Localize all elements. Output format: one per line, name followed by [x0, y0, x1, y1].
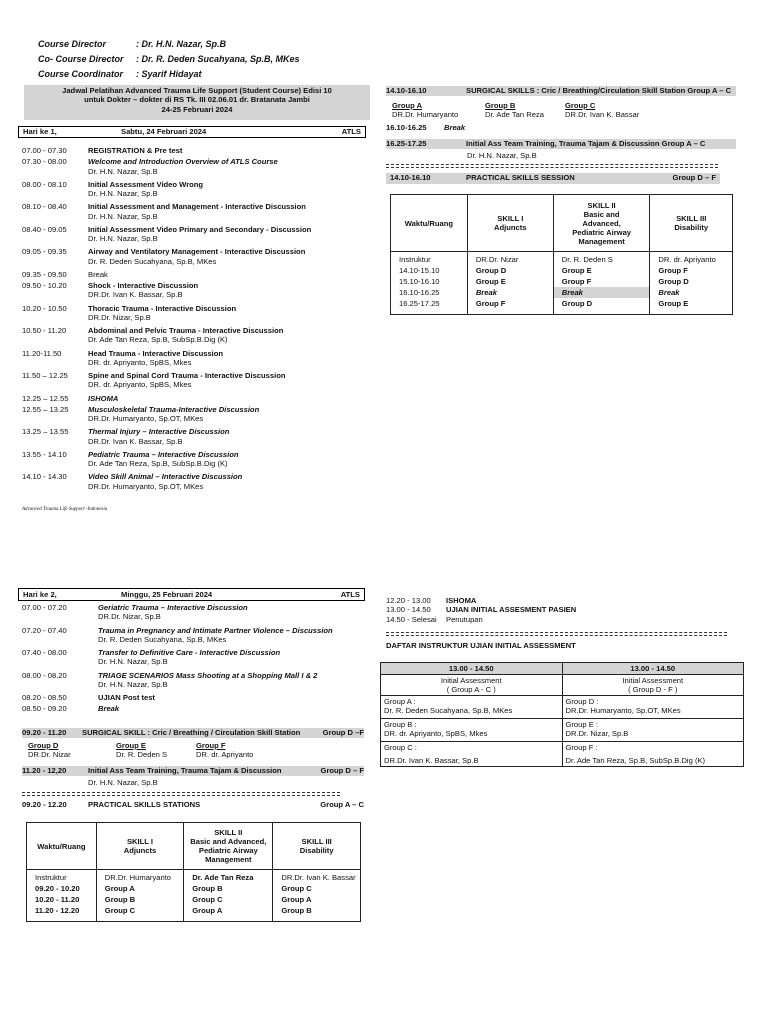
divider: [386, 635, 727, 636]
schedule-speaker-row: [22, 313, 367, 322]
group-name: Group F: [196, 741, 226, 750]
schedule-speaker-row: [22, 414, 367, 423]
exam-group-label: Group A :: [384, 697, 416, 706]
exam-groups: ( Group A - C ): [446, 685, 496, 694]
role-value: : Dr. R. Deden Sucahyana, Sp.B, MKes: [136, 54, 300, 64]
schedule-time: 07.30 - 08.00: [22, 157, 67, 167]
schedule-speaker: DR.Dr. Humaryanto, Sp.OT, MKes: [88, 481, 204, 491]
table-cell: Group A: [273, 894, 361, 905]
skills-table-header: SKILL III Disability: [650, 195, 733, 252]
day-date: Minggu, 25 Februari 2024: [121, 589, 213, 599]
role-value: : Syarif Hidayat: [136, 69, 202, 79]
day-label: Hari ke 1,: [23, 127, 57, 137]
day-tag: ATLS: [340, 589, 360, 599]
initial-assessment-bar-day2: [22, 766, 364, 776]
schedule-speaker: Dr. H.N. Nazar, Sp.B: [98, 657, 168, 667]
divider: [22, 795, 340, 796]
schedule-speaker-row: [22, 358, 367, 367]
schedule-item: [22, 304, 367, 313]
day-tag: ATLS: [341, 127, 361, 137]
schedule-item: [22, 146, 367, 155]
role-label: Co- Course Director: [38, 54, 124, 64]
schedule-speaker-row: [22, 335, 367, 344]
table-cell: Group F: [553, 276, 650, 287]
schedule-speaker: Dr. Ade Tan Reza, Sp.B, SubSp.B.Dig (K): [88, 459, 228, 468]
skills-table-header: SKILL II Basic and Advanced, Pediatric Airway Management: [184, 823, 273, 870]
table-cell: DR.Dr. Humaryanto: [96, 870, 183, 884]
schedule-title: Spine and Spinal Cord Trauma - Interactive Discussion: [88, 371, 286, 380]
banner-line: 24-25 Februari 2024: [161, 104, 233, 114]
schedule-speaker: Dr. R. Deden Sucahyana, Sp.B, MKes: [98, 634, 227, 644]
practical-title: PRACTICAL SKILLS STATIONS: [88, 800, 201, 809]
day2-header: [18, 588, 365, 600]
schedule-speaker-row: [22, 212, 367, 221]
schedule-title: Thoracic Trauma - Interactive Discussion: [88, 303, 237, 313]
schedule-time: 07.00 - 07.30: [22, 146, 67, 155]
initial-title: Initial Ass Team Training, Trauma Tajam & Discussion: [88, 766, 282, 775]
day1-schedule: [22, 146, 367, 495]
schedule-item: [22, 472, 367, 481]
table-cell: Group E: [650, 298, 733, 315]
table-cell: Group D: [553, 298, 650, 315]
practical-session-bar: [386, 173, 720, 184]
practical-time: 14.10-16.10: [390, 173, 431, 182]
schedule-time: 13.55 - 14.10: [22, 449, 67, 459]
schedule-speaker: DR.Dr. Nizar, Sp.B: [88, 312, 151, 322]
schedule-item: [22, 450, 367, 459]
skills-table-header: SKILL III Disability: [273, 823, 361, 870]
table-cell: Instruktur: [391, 252, 468, 266]
schedule-time: 12.25 – 12.55: [22, 393, 69, 403]
table-row: [381, 742, 744, 767]
schedule-item: [22, 157, 367, 166]
schedule-speaker: Dr. H.N. Nazar, Sp.B: [88, 166, 158, 176]
skills-table-header: SKILL I Adjuncts: [467, 195, 553, 252]
table-row: [27, 883, 361, 894]
table-cell: 15.10-16.10: [391, 276, 468, 287]
table-cell: Dr. Ade Tan Reza: [184, 870, 273, 884]
exam-title: Initial Assessment: [440, 676, 502, 685]
schedule-time: 10.50 - 11.20: [22, 326, 67, 335]
closing-item: [386, 596, 716, 605]
schedule-speaker-row: [22, 167, 367, 176]
schedule-speaker-row: [22, 290, 367, 299]
schedule-title: Welcome and Introduction Overview of ATLS Course: [88, 157, 278, 167]
table-row: [391, 265, 733, 276]
exam-title: DAFTAR INSTRUKTUR UJIAN INITIAL ASSESSMENT: [386, 641, 576, 650]
practical-group: Group A – C: [320, 800, 364, 809]
schedule-title: UJIAN Post test: [98, 693, 155, 702]
skills-table-header: Waktu/Ruang: [391, 195, 468, 252]
surgical-skill-bar-day2: [22, 728, 364, 738]
schedule-title: Abdominal and Pelvic Trauma - Interactive Discussion: [88, 326, 284, 335]
table-cell: Group F: [467, 298, 553, 315]
schedule-item: [22, 704, 367, 713]
closing-time: 12.20 - 13.00: [386, 596, 431, 605]
schedule-time: 11.20-11.50: [22, 348, 62, 358]
table-cell: Group D: [467, 265, 553, 276]
exam-group-label: Group C :: [384, 743, 417, 752]
exam-group-label: Group D :: [565, 697, 599, 706]
closing-title: Penutupan: [446, 614, 483, 624]
surgical-title: SURGICAL SKILLS : Cric / Breathing/Circulation Skill Station Group A – C: [466, 86, 732, 95]
divider: [386, 632, 727, 633]
schedule-time: 08.40 - 09.05: [22, 224, 67, 234]
schedule-speaker: Dr. H.N. Nazar, Sp.B: [98, 679, 168, 689]
skills-table-header: SKILL I Adjuncts: [96, 823, 183, 870]
day2-schedule: [22, 603, 367, 716]
schedule-speaker: DR. dr. Apriyanto, SpBS, Mkes: [88, 357, 192, 367]
footer-note: Advanced Trauma Life Support -Indonesia: [22, 507, 108, 512]
schedule-speaker: Dr. Ade Tan Reza, Sp.B, SubSp.B.Dig (K): [88, 335, 228, 345]
schedule-title: Initial Assessment and Management - Interactive Discussion: [88, 202, 306, 212]
schedule-time: 08.00 - 08.10: [22, 179, 67, 189]
exam-instructor: Dr. Ade Tan Reza, Sp.B, SubSp.B.Dig (K): [565, 756, 706, 765]
schedule-time: 13.25 – 13.55: [22, 427, 69, 437]
group-instructor: Dr. R. Deden S: [116, 750, 168, 760]
table-cell: 11.20 - 12.20: [27, 905, 97, 922]
schedule-title: Break: [88, 269, 108, 279]
table-cell: DR.Dr. Ivan K. Bassar: [273, 870, 361, 884]
schedule-title: Thermal Injury – Interactive Discussion: [88, 427, 230, 437]
group-instructor: DR.Dr. Nizar: [28, 750, 71, 760]
schedule-speaker-row: [22, 189, 367, 198]
table-cell: Break: [467, 287, 553, 298]
skills-table-day1: [390, 194, 733, 315]
schedule-speaker-row: [22, 380, 367, 389]
break-row: [386, 123, 465, 132]
group-name: Group B: [485, 101, 516, 110]
schedule-title: Trauma in Pregnancy and Intimate Partner Violence – Discussion: [98, 625, 333, 635]
schedule-time: 07.20 - 07.40: [22, 625, 67, 635]
schedule-time: 11.50 – 12.25: [22, 371, 68, 380]
schedule-speaker: DR.Dr. Humaryanto, Sp.OT, MKes: [88, 414, 204, 423]
day-date: Sabtu, 24 Februari 2024: [121, 127, 207, 137]
table-row: [27, 905, 361, 922]
schedule-speaker: Dr. H.N. Nazar, Sp.B: [88, 234, 158, 243]
schedule-speaker-row: [22, 635, 367, 644]
exam-instructor-table: [380, 662, 744, 767]
schedule-item: [22, 180, 367, 189]
schedule-time: 07.40 - 08.00: [22, 648, 67, 657]
exam-group-label: Group E :: [565, 720, 598, 729]
schedule-speaker-row: [22, 657, 367, 666]
closing-time: 14.50 - Selesai: [386, 614, 437, 624]
schedule-title: Break: [98, 704, 120, 714]
schedule-item: [22, 626, 367, 635]
schedule-banner: [24, 85, 370, 120]
initial-title: Initial Ass Team Training, Trauma Tajam & Discussion Group A – C: [466, 139, 706, 148]
initial-speaker: Dr. H.N. Nazar, Sp.B: [467, 151, 537, 160]
table-row: [391, 287, 733, 298]
surgical-groups: [392, 101, 722, 120]
practical-group: Group D – F: [672, 173, 716, 182]
schedule-title: Airway and Ventilatory Management - Interactive Discussion: [88, 247, 306, 257]
table-cell: Group E: [553, 265, 650, 276]
schedule-item: [22, 225, 367, 234]
closing-time: 13.00 - 14.50: [386, 605, 431, 615]
divider: [22, 792, 340, 793]
table-cell: Break: [650, 287, 733, 298]
schedule-title: Musculoskeletal Trauma-Interactive Discussion: [88, 404, 260, 414]
schedule-time: 12.55 – 13.25: [22, 404, 69, 414]
exam-time-header: 13.00 - 14.50: [562, 663, 744, 675]
surgical-time: 09.20 - 11.20: [22, 728, 67, 737]
schedule-speaker: DR.Dr. Ivan K. Bassar, Sp.B: [88, 436, 183, 446]
banner-line: untuk Dokter – dokter di RS Tk. III 02.06.01 dr. Bratanata Jambi: [84, 95, 310, 105]
divider: [386, 167, 718, 168]
role-label: Course Director: [38, 39, 107, 49]
schedule-speaker-row: [22, 459, 367, 468]
practical-stations-header: [22, 800, 364, 809]
schedule-title: Geriatric Trauma – Interactive Discussion: [98, 603, 248, 612]
group-name: Group E: [116, 741, 146, 750]
table-row: [391, 298, 733, 315]
surgical-groups-day2: [28, 741, 358, 760]
schedule-title: ISHOMA: [88, 393, 119, 403]
exam-time-header: 13.00 - 14.50: [381, 663, 563, 675]
schedule-time: 08.00 - 08.20: [22, 670, 67, 680]
group-instructor: DR. dr. Apriyanto: [196, 750, 254, 760]
table-cell: Group F: [650, 265, 733, 276]
skills-table-header: Waktu/Ruang: [27, 823, 97, 870]
initial-time: 11.20 - 12,20: [22, 766, 67, 775]
initial-group: Group D – F: [320, 766, 364, 775]
exam-group-label: Group B :: [384, 720, 417, 729]
exam-instructor: DR.Dr. Ivan K. Bassar, Sp.B: [384, 756, 479, 765]
group-instructor: Dr. Ade Tan Reza: [485, 110, 544, 120]
schedule-time: 09.05 - 09.35: [22, 247, 67, 257]
practical-time: 09.20 - 12.20: [22, 800, 67, 809]
table-row: [391, 252, 733, 266]
schedule-item: [22, 603, 367, 612]
schedule-title: Initial Assessment Video Primary and Secondary - Discussion: [88, 224, 312, 234]
surgical-time: 14.10-16.10: [386, 86, 427, 95]
schedule-title: Head Trauma - Interactive Discussion: [88, 348, 224, 358]
initial-speaker: Dr. H.N. Nazar, Sp.B: [88, 778, 158, 787]
group-name: Group A: [392, 101, 423, 110]
closing-title: ISHOMA: [446, 596, 477, 605]
schedule-item: [22, 202, 367, 211]
table-row: [391, 276, 733, 287]
schedule-speaker: Dr. H.N. Nazar, Sp.B: [88, 211, 158, 221]
table-cell: Group A: [96, 883, 183, 894]
exam-title: Initial Assessment: [622, 676, 684, 685]
schedule-speaker-row: [22, 482, 367, 491]
day2-closing-schedule: [386, 596, 716, 624]
schedule-item: [22, 247, 367, 256]
initial-assessment-bar: [386, 139, 736, 149]
table-cell: Group B: [184, 883, 273, 894]
schedule-title: Pediatric Trauma – Interactive Discussion: [88, 449, 239, 459]
table-cell: 10.20 - 11.20: [27, 894, 97, 905]
schedule-item: [22, 405, 367, 414]
table-cell: Group B: [96, 894, 183, 905]
closing-item: [386, 615, 716, 624]
schedule-speaker: DR.Dr. Nizar, Sp.B: [98, 612, 161, 622]
break-time: 16.10-16.25: [386, 123, 427, 132]
schedule-time: 08.20 - 08.50: [22, 693, 67, 702]
table-cell: Group D: [650, 276, 733, 287]
schedule-item: [22, 394, 367, 403]
practical-title: PRACTICAL SKILLS SESSION: [466, 173, 575, 182]
table-row: [27, 894, 361, 905]
table-cell: Instruktur: [27, 870, 97, 884]
schedule-speaker-row: [22, 612, 367, 621]
schedule-speaker: DR. dr. Apriyanto, SpBS, Mkes: [88, 380, 192, 390]
course-roles: [38, 37, 300, 82]
skills-table-header: SKILL II Basic and Advanced, Pediatric Airway Management: [553, 195, 650, 252]
schedule-title: Initial Assessment Video Wrong: [88, 179, 204, 189]
schedule-title: TRIAGE SCENARIOS Mass Shooting at a Shopping Mall I & 2: [98, 670, 318, 680]
table-cell: Dr. R. Deden S: [553, 252, 650, 266]
divider: [386, 164, 718, 165]
table-cell: DR.Dr. Nizar: [467, 252, 553, 266]
schedule-item: [22, 693, 367, 702]
exam-group-label: Group F :: [565, 743, 598, 752]
table-cell: Break: [553, 287, 650, 298]
schedule-item: [22, 671, 367, 680]
table-row: [27, 870, 361, 884]
closing-item: [386, 605, 716, 614]
table-cell: Group E: [467, 276, 553, 287]
schedule-item: [22, 371, 367, 380]
schedule-item: [22, 270, 367, 279]
exam-instructor: Dr. R. Deden Sucahyana, Sp.B, MKes: [384, 706, 513, 715]
surgical-title: SURGICAL SKILL : Cric / Breathing / Circulation Skill Station: [82, 728, 301, 737]
schedule-title: Video Skill Animal – Interactive Discussion: [88, 472, 243, 482]
surgical-group: Group D –F: [322, 728, 364, 737]
day1-header: [18, 126, 366, 138]
exam-instructor: DR. dr. Apriyanto, SpBS, Mkes: [384, 729, 488, 738]
schedule-time: 09.50 - 10.20: [22, 281, 67, 290]
initial-time: 16.25-17.25: [386, 139, 427, 148]
exam-instructor: DR.Dr. Nizar, Sp.B: [565, 729, 629, 738]
group-name: Group C: [565, 101, 596, 110]
group-name: Group D: [28, 741, 59, 750]
skills-table-day2: [26, 822, 361, 922]
table-cell: Group B: [273, 905, 361, 922]
schedule-title: Shock - Interactive Discussion: [88, 281, 199, 290]
table-cell: 16.25-17.25: [391, 298, 468, 315]
schedule-speaker: Dr. R. Deden Sucahyana, Sp.B, MKes: [88, 256, 217, 266]
exam-instructor: DR.Dr. Humaryanto, Sp.OT, MKes: [565, 706, 681, 715]
schedule-speaker-row: [22, 437, 367, 446]
schedule-speaker-row: [22, 257, 367, 266]
schedule-time: 08.10 - 08.40: [22, 202, 67, 212]
table-cell: 14.10-15.10: [391, 265, 468, 276]
table-cell: Group A: [184, 905, 273, 922]
break-label: Break: [444, 123, 466, 132]
table-cell: Group C: [184, 894, 273, 905]
banner-line: Jadwal Pelatihan Advanced Trauma Life Support (Student Course) Edisi 10: [62, 86, 332, 95]
schedule-item: [22, 326, 367, 335]
divider: [18, 600, 365, 601]
role-label: Course Coordinator: [38, 69, 124, 79]
schedule-time: 14.10 - 14.30: [22, 472, 67, 482]
schedule-item: [22, 281, 367, 290]
schedule-title: REGISTRATION & Pre test: [88, 146, 183, 155]
table-cell: Group C: [273, 883, 361, 894]
schedule-title: Transfer to Definitive Care - Interactive Discussion: [98, 648, 281, 657]
schedule-time: 09.35 - 09.50: [22, 269, 67, 279]
group-instructor: DR.Dr. Ivan K. Bassar: [565, 110, 640, 120]
schedule-speaker-row: [22, 680, 367, 689]
table-cell: 09.20 - 10.20: [27, 883, 97, 894]
schedule-item: [22, 648, 367, 657]
schedule-time: 10.20 - 10.50: [22, 303, 67, 313]
table-row: [381, 719, 744, 742]
day-label: Hari ke 2,: [23, 589, 57, 599]
exam-groups: ( Group D - F ): [628, 685, 678, 694]
schedule-speaker-row: [22, 234, 367, 243]
schedule-speaker: Dr. H.N. Nazar, Sp.B: [88, 189, 158, 198]
role-value: : Dr. H.N. Nazar, Sp.B: [136, 39, 227, 49]
schedule-item: [22, 349, 367, 358]
table-cell: Group C: [96, 905, 183, 922]
surgical-skills-bar: [386, 86, 736, 96]
closing-title: UJIAN INITIAL ASSESMENT PASIEN: [446, 605, 577, 615]
group-instructor: DR.Dr. Humaryanto: [392, 110, 459, 120]
table-cell: 16.10-16.25: [391, 287, 468, 298]
schedule-speaker: DR.Dr. Ivan K. Bassar, Sp.B: [88, 290, 183, 300]
table-row: [381, 696, 744, 719]
table-cell: DR. dr. Apriyanto: [650, 252, 733, 266]
schedule-time: 08.50 - 09.20: [22, 704, 67, 714]
schedule-time: 07.00 - 07.20: [22, 603, 67, 612]
schedule-item: [22, 427, 367, 436]
